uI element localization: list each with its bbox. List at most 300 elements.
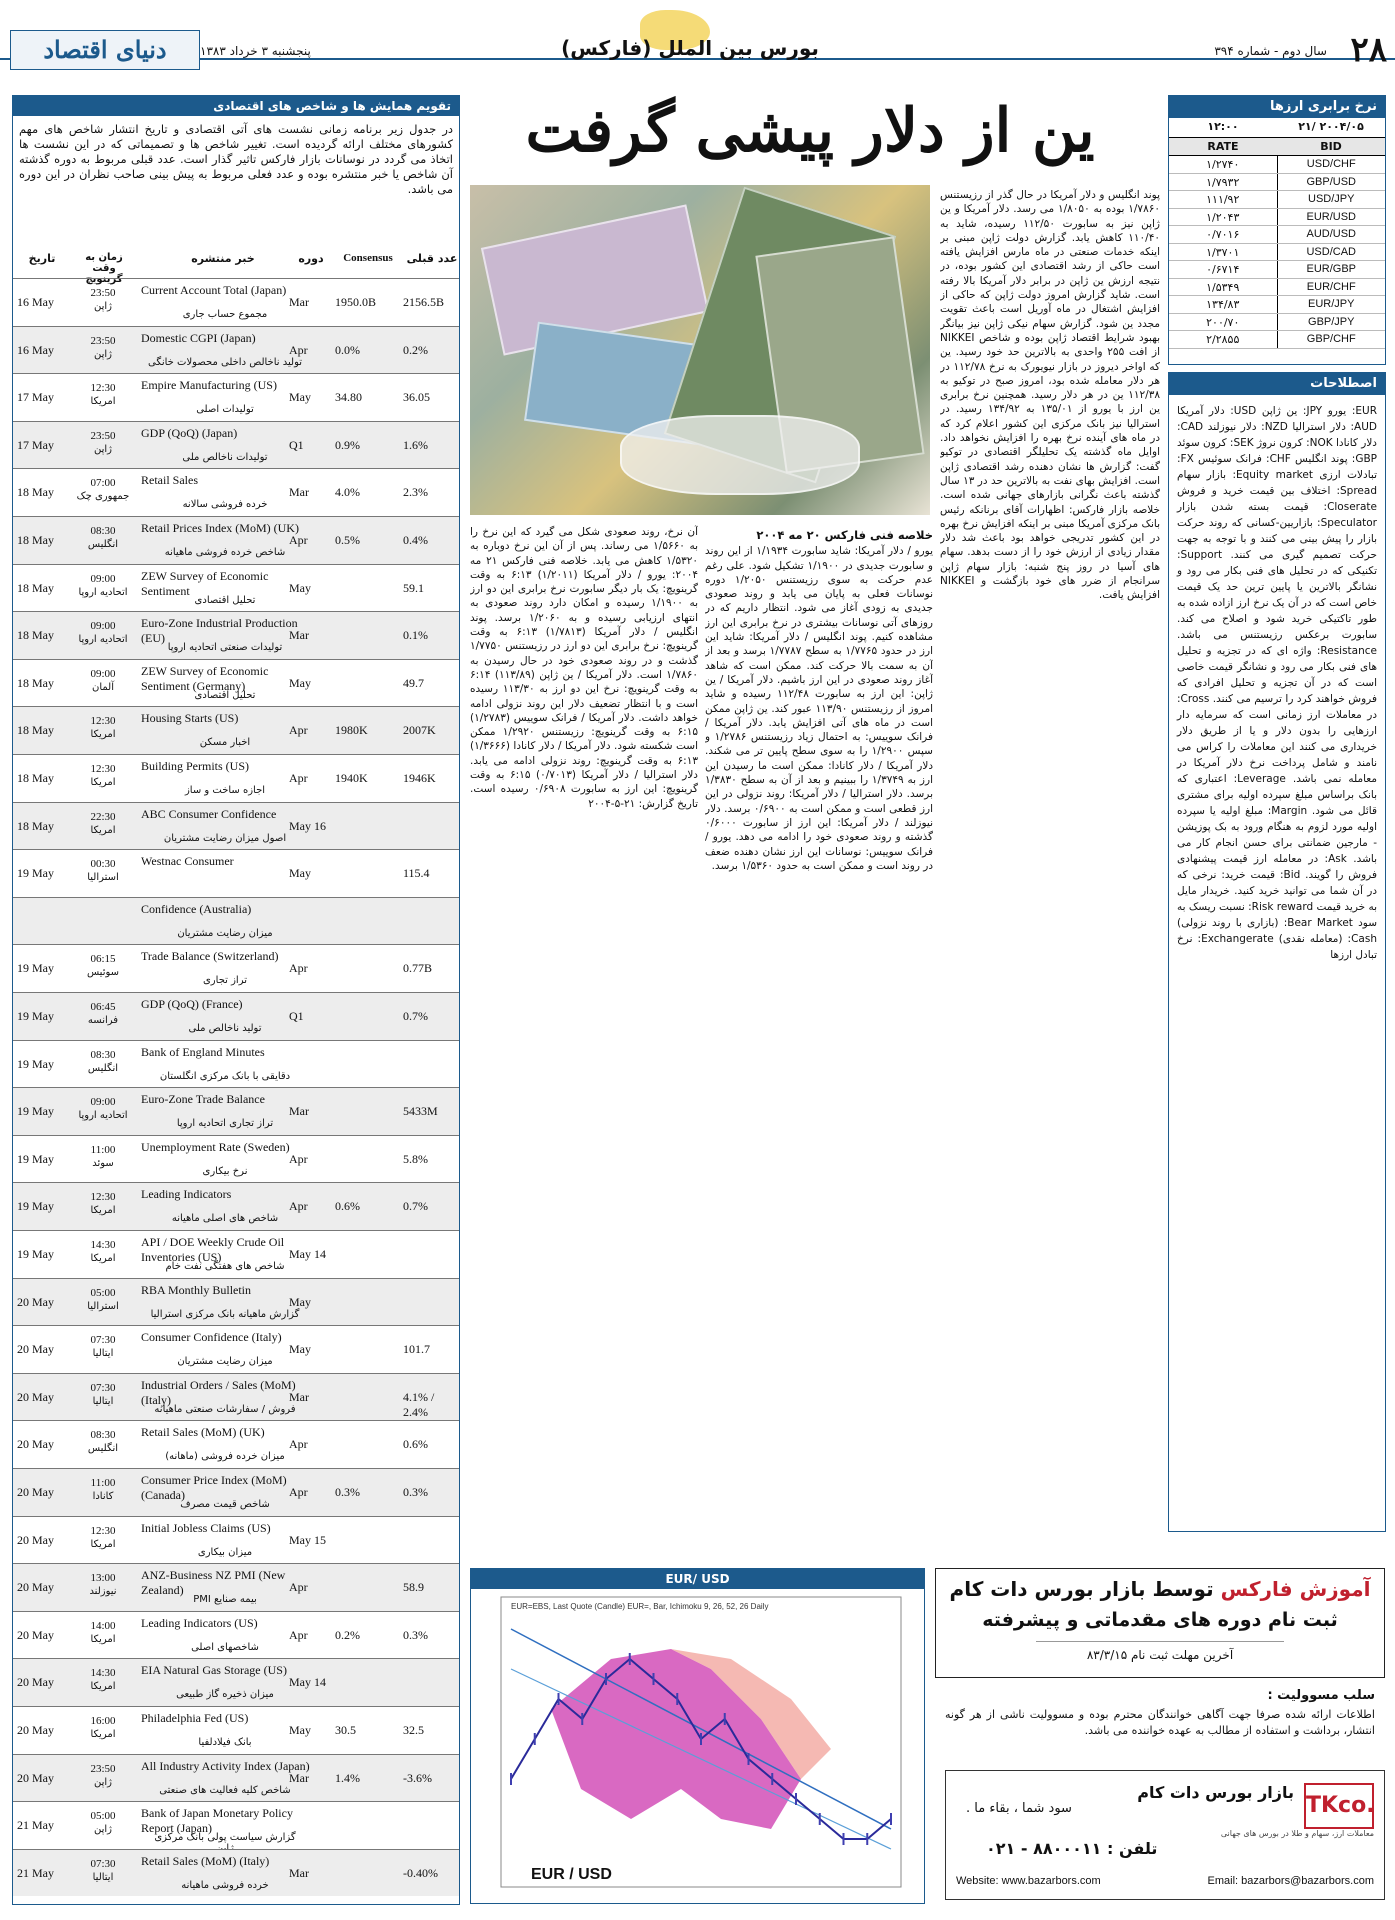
calendar-event-fa: بانک فیلادلفیا xyxy=(198,1737,252,1748)
header-date: تاریخ xyxy=(28,252,56,265)
article-col2-text: یورو / دلار آمریکا: شاید سابورت ۱/۱۹۳۴ از این روند و سابورت جدیدی در ۱/۱۹۰۰ تشکیل شود. علی رغم عدم حرکت به سوی رزیستنس ۱/۲۰۵۰ دوره نوسانات فعلی به پایان می یابد و روند صعودی جدیدی به زودی آغاز می شود. انتظار داریم که در روزهای آتی نوسانات بیشتری در نرخ برابری این ارز مشاهده کنیم. پوند انگلیس / دلار آمریکا: شاید این ارز در حدود ۱/۷۷۶۵ به سطح ۱/۷۷۸۷ برسد و بعد از آن به سمت بالا حرکت کند. ممکن است که شاهد آغاز روند صعودی در این ارز باشیم. دلار آمریکا / ین ژاپن: این ارز به سابورت ۱۱۲/۴۸ رسیده و شاید امروز از رزیستنس ۱۱۳/۹۰ عبور کند. ین ژاپن ممکن است در ماه های آتی افزایش یابد. دلار آمریکا / فرانک سوییس: به احتمال زیاد رزیستنس ۱/۲۷۸۶ و سپس ۱/۲۹۰۰ را به سوی سطح پایین تر می شکند. دلار آمریکا / دلار کانادا: ممکن است ما رسیدن این ارز به ۱/۳۷۴۹ را ببینیم و بعد از آن به سطح ۱/۳۸۳۰ برسد. دلار استرالیا / دلار آمریکا: روند نزولی در این ارز قطعی است و ممکن است به ۰/۶۹۰۰ برسد. دلار نیوزلند / دلار آمریکا: این ارز از سابورت ۰/۶۰۰۰ گذشته و روند صعودی خود را ادامه می دهد. یورو / فرانک سوییس: نوسانات این ارز نشان دهنده ضعف در روند است و ممکن است به حدود ۱/۵۳۶۰ برسد. xyxy=(705,545,933,872)
calendar-period: Q1 xyxy=(289,437,304,452)
calendar-row xyxy=(13,1278,459,1326)
currency-photo xyxy=(470,185,930,515)
calendar-event: Confidence (Australia) xyxy=(141,901,252,916)
calendar-row xyxy=(13,516,459,564)
calendar-period: May xyxy=(289,1342,311,1357)
eur-usd-chart xyxy=(470,1568,925,1904)
rate-row xyxy=(1169,244,1385,262)
calendar-row xyxy=(13,278,459,326)
calendar-country: ژاپن xyxy=(93,348,112,360)
calendar-time: 12:30 xyxy=(90,1191,116,1204)
calendar-header-row xyxy=(13,248,459,285)
calendar-event: EIA Natural Gas Storage (US) xyxy=(141,1663,287,1678)
calendar-period: May 16 xyxy=(289,818,326,833)
calendar-row xyxy=(13,1420,459,1468)
rate-row xyxy=(1169,191,1385,209)
calendar-period: Q1 xyxy=(289,1009,304,1023)
calendar-period: May xyxy=(289,1723,311,1737)
calendar-date: 19 May xyxy=(17,961,54,976)
issue-info: سال دوم - شماره ۳۹۴ xyxy=(1214,44,1327,58)
calendar-row xyxy=(13,1182,459,1230)
calendar-period: May xyxy=(289,390,311,405)
calendar-country: امریکا xyxy=(90,824,116,836)
calendar-event: Bank of Japan Monetary Policy Report (Japan) xyxy=(141,1806,293,1836)
chart-label: EUR / USD xyxy=(531,1866,612,1883)
calendar-period: Apr xyxy=(289,1485,308,1499)
calendar-period: Apr xyxy=(289,1151,308,1166)
calendar-event: Domestic CGPI (Japan) xyxy=(141,330,256,345)
calendar-consensus: 1980K xyxy=(335,723,368,738)
calendar-consensus: 0.0% xyxy=(335,342,360,357)
tk-subtitle: معاملات ارز، سهام و طلا در بورس های جهانی xyxy=(1220,1829,1374,1838)
calendar-period: Mar xyxy=(289,1865,309,1880)
calendar-period: Mar xyxy=(289,628,309,643)
calendar-row xyxy=(13,468,459,516)
calendar-country: ایتالیا xyxy=(92,1348,114,1360)
calendar-event-fa: شاخص کلیه فعالیت های صنعتی xyxy=(159,1784,291,1796)
calendar-row xyxy=(13,1135,459,1183)
rate-pair: AUD/USD xyxy=(1306,228,1356,240)
article-col3-text: آن نرخ، روند صعودی شکل می گیرد که این نرخ را به ۱/۵۶۶۰ می رساند. پس از آن این نرخ دوباره به ۱/۵۳۲۰ کاهش می یابد. خلاصه فنی فارکس ۲۱ مه ۲۰۰۴: یورو / دلار آمریکا (۱/۲۰۱۱) ۶:۱۳ به وقت گرینویچ: یک بار دیگر سابورت نرخ برابری این دو ارز به ۱/۱۹۰۰ رسیده و امکان دارد روند صعودی به انتهای ارزیابی رسیده و به ۱/۲۰۶۰ برسد. پوند انگلیس / دلار آمریکا (۱/۷۸۱۳) ۶:۱۳ به وقت گرینویچ: نرخ برابری این دو ارز در رزیستنس ۱/۷۷۵۰ گذشت و در روند صعودی خود در حال رسیدن به ۱/۷۸۶۰ است. دلار آمریکا / ین ژاپن (۱۱۳/۸۹) ۶:۱۴ به وقت گرینویچ: نرخ این دو ارز به ۱۱۳/۳۰ رسیده است و با انتظار تضعیف دلار این روند نزولی ادامه خواهد داشت. دلار آمریکا / فرانک سوییس (۱/۲۷۸۳) ۶:۱۵ به وقت گرینویچ: رزیستنس ۱/۲۹۲۰ ممکن است شکسته شود. دلار آمریکا / دلار کانادا (۱/۳۶۶۶) ۶:۱۳ به وقت گرینویچ: روند نزولی ادامه می یابد. دلار استرالیا / دلار آمریکا (۰/۷۰۱۳) ۶:۱۵ به وقت گرینویچ: این ارز به سابورت ۰/۶۹۰۸ رسیده است. تاریخ گزارش: ۲۱-۵-۲۰۰۴ xyxy=(470,526,698,810)
calendar-row xyxy=(13,1468,459,1516)
calendar-period: Mar xyxy=(289,485,309,500)
calendar-consensus: 0.6% xyxy=(335,1199,360,1214)
calendar-country: امریکا xyxy=(90,1205,116,1217)
glossary-body: EUR: یورو JPY: ین ژاپن USD: دلار آمریکا AUD: دلار استرالیا NZD: دلار نیوزلند CAD: دلار کانادا NOK: کرون نروژ SEK: کرون سوئد GBP: پوند انگلیس CHF: فرانک سوئیس FX: تبادلات ارزی Equity market: بازار سهام Spread: اختلاف بین قیمت خرید و فروش Closerate: قیمت بسته شدن بازار Speculator: بازاریین-کسانی که روند حرکت بازار را پیش بینی می کنند و با توجه به جهت حرکت تصمیم گیری می کنند. Support: تکنیکی که در تحلیل های فنی بکار می رود و نشانگر بالاترین یا پایین ترین حد یک قیمت خاص است که در آن یک نرخ ارز ازاده شده به طور تاکتیکی خرید شود و اصلاح می کند. سابورت برعکس رزیستنس می باشد. Resistance: واژه ای که در تجزیه و تحلیل های فنی بکار می رود و نشانگر قیمت خاصی است که در آن تجزیه و تحلیل افرادی که فروش خواهند کرد را ترسیم می کنند. Cross: در معاملات ارز زمانی است که سرمایه دار ارزهایی را بدون دلار و یا از طریق دلار خریداری می کنند این معاملات را کراس می نامند و شامل پرداخت نرخ دلار آمریکا در معامله نمی باشد. Leverage: اعتباری که بانک براساس مبلغ سپرده اولیه برای مشتری قائل می شود. Margin: مبلغ اولیه یا سپرده اولیه مورد لزوم به هنگام ورود به بک پوزیشن - مارجین ضمانتی برای حسن انجام کار می باشد. Ask: در معامله ارز قیمت پیشنهادی فروش را گویند. Bid: قیمت خرید: نرخی که در آن شما می توانید خرید کنید. خریدار مایل به خرید قیمت Risk reward: نسبت ریسک به سود Bear Market: (بازاری با روند نزولی) Cash: (معامله نقدی) Exchangerate: نرخ تبادل ارزها xyxy=(1177,405,1378,961)
header-period: دوره xyxy=(298,252,324,265)
calendar-event-fa: تولید ناخالص داخلی محصولات خانگی xyxy=(147,356,303,368)
calendar-date: 20 May xyxy=(17,1342,54,1357)
calendar-row xyxy=(13,897,459,945)
calendar-event-fa: میزان ذخیره گاز طبیعی xyxy=(176,1689,274,1701)
economic-calendar xyxy=(12,95,460,1905)
calendar-date: 21 May xyxy=(17,1865,54,1880)
calendar-date: 18 May xyxy=(17,675,54,690)
calendar-consensus: 30.5 xyxy=(335,1723,356,1737)
calendar-event-fa: اصول میزان رضایت مشتریان xyxy=(163,832,287,844)
calendar-previous: 4.1% / 2.4% xyxy=(403,1389,435,1419)
calendar-time: 23:50 xyxy=(90,1762,116,1775)
ad-line-2: ثبت نام دوره های مقدماتی و پیشرفته xyxy=(982,1609,1338,1631)
rate-bid: ۲/۲۸۵۵ xyxy=(1169,331,1278,348)
calendar-period: Apr xyxy=(289,533,308,547)
calendar-country: سوئیس xyxy=(86,967,120,979)
calendar-event: ABC Consumer Confidence xyxy=(141,806,277,821)
calendar-time: 07:30 xyxy=(90,1857,116,1870)
calendar-event: Retail Prices Index (MoM) (UK) xyxy=(141,521,299,535)
calendar-row xyxy=(13,1801,459,1849)
calendar-row xyxy=(13,373,459,421)
calendar-country: ژاپن xyxy=(93,1776,112,1788)
calendar-country: ژاپن xyxy=(93,1824,112,1836)
article-col1-text: پوند انگلیس و دلار آمریکا در حال گذر از رزیستنس ۱/۷۸۶۰ بوده به ۱/۸۰۵۰ می رسد. دلار آمریکا و ین ژاپن نیز به سابورت ۱۱۲/۵۰ رسیده، شاید به ۱۱۰/۴۰ کاهش یابد. گزارش دولت ژاپن مبنی بر اینکه خدمات صنعتی در ماه مارس افزایش یافته است حاکی از رشد اقتصادی این کشور بوده، در نتیجه ارزش ین ژاپن در برابر دلار آمریکا بالا رفته است. شاید گزارش امروز دولت ژاپن که حاکی از افزایش اشتغال در ماه آوریل است باعث تقویت مجدد ین شود. گزارش سهام نیکی ژاپن نیز بیانگر بهبود شرایط اقتصاد ژاپن بوده و شاخص NIKKEI از افت ۲۵۵ واحدی به بالاترین حد خود رسید. ین که اواخر دیروز در بازار نیویورک به نرخ ۱۱۲/۷۸ در هر دلار معامله شده بود، امروز صبح در توکیو به ۱۱۲/۳۸ ین در هر دلار رسید. همچنین نرخ برابری ین ارز با یورو از ۱۳۵/۰۱ به ۱۳۴/۹۲ رسید. در استرالیا نیز بانک مرکزی این کشور اعلام کرد که در ماه های آینده نرخ بهره را افزایش نخواهد داد. اوایل ماه گذشته یک تحلیلگر اقتصادی در توکیو گفت: گزارش ها نشان دهنده رشد اقتصادی ژاپن است. افزایش بهای نفت به بالاترین حد در ۱۳ سال گذشته باعث نگرانی بازارهای جهانی شده است. خلاصه بازار فارکس: اظهارات آقای برنانکه رئیس بانک مرکزی آمریکا مبنی بر اینکه افزایش نرخ بهره در این کشور تدریجی خواهد بود باعث شد دلار مقدار زیادی از ارزش خود را از دست بدهد. سهام های آسیا در روز پنج شنبه: بازار سهام ژاپن سرانجام از ضرر های خود بازگشت و NIKKEI افزایش یافت. xyxy=(940,189,1160,602)
newspaper-logo: دنیای اقتصاد xyxy=(10,30,200,70)
calendar-previous: 2156.5B xyxy=(403,295,445,309)
calendar-date: 18 May xyxy=(17,818,54,833)
calendar-period: Apr xyxy=(289,1199,308,1214)
calendar-event: Retail Sales (MoM) (Italy) xyxy=(141,1853,270,1868)
rate-bid: ۱/۲۰۴۳ xyxy=(1169,209,1278,226)
calendar-date: 20 May xyxy=(17,1389,54,1404)
calendar-time: 14:30 xyxy=(90,1667,116,1680)
calendar-event: Unemployment Rate (Sweden) xyxy=(141,1139,290,1154)
calendar-event: Retail Sales (MoM) (UK) xyxy=(141,1425,265,1440)
calendar-country: استرالیا xyxy=(87,872,119,884)
disclaimer-box xyxy=(935,1688,1385,1768)
calendar-date: 18 May xyxy=(17,723,54,738)
disclaimer-body: اطلاعات ارائه شده صرفا جهت آگاهی خوانندگان محترم بوده و مسوولیت ناشی از هر گونه انتشار، برداشت و استفاده از مطالب به عهده خواننده می باشد. xyxy=(945,1708,1375,1737)
tk-logo: TKco. xyxy=(1304,1783,1374,1829)
calendar-previous: -0.40% xyxy=(403,1865,438,1880)
rate-bid: ۱/۵۳۴۹ xyxy=(1169,279,1278,296)
calendar-event: GDP (QoQ) (France) xyxy=(141,997,243,1011)
calendar-country: امریکا xyxy=(90,1253,116,1264)
rate-pair: USD/CHF xyxy=(1306,158,1356,170)
calendar-previous: 0.2% xyxy=(403,342,428,357)
calendar-consensus: 0.9% xyxy=(335,437,360,452)
calendar-consensus: 1.4% xyxy=(335,1770,360,1785)
calendar-event-fa: اخبار مسکن xyxy=(199,737,251,749)
rate-bid: ۱/۳۷۰۱ xyxy=(1169,244,1278,261)
calendar-consensus: 34.80 xyxy=(335,390,362,405)
calendar-event-fa: اجازه ساخت و ساز xyxy=(184,785,266,796)
calendar-event-fa: نرخ بیکاری xyxy=(202,1165,248,1177)
calendar-date: 17 May xyxy=(17,390,54,405)
calendar-period: Apr xyxy=(289,342,308,357)
calendar-event-fa: تراز تجاری اتحادیه اروپا xyxy=(176,1118,274,1130)
calendar-event-fa: شاخص های هفتگی نفت خام xyxy=(165,1261,285,1272)
calendar-event: ZEW Survey of Economic Sentiment xyxy=(141,568,269,598)
rate-pair: GBP/JPY xyxy=(1308,315,1355,328)
calendar-event: Current Account Total (Japan) xyxy=(141,283,287,297)
calendar-period: Mar xyxy=(289,1104,309,1119)
calendar-time: 05:00 xyxy=(90,1810,116,1823)
calendar-previous: 49.7 xyxy=(403,675,424,690)
calendar-period: Apr xyxy=(289,723,308,738)
calendar-time: 08:30 xyxy=(90,1048,116,1061)
calendar-period: May 14 xyxy=(289,1247,326,1261)
calendar-consensus: 0.3% xyxy=(335,1485,360,1499)
rate-bid: ۱/۷۹۳۲ xyxy=(1169,174,1278,191)
rate-row xyxy=(1169,156,1385,174)
tk-website-link[interactable]: Website: www.bazarbors.com xyxy=(956,1875,1101,1887)
calendar-time: 09:00 xyxy=(90,572,116,585)
calendar-row xyxy=(13,326,459,374)
calendar-previous: 59.1 xyxy=(403,580,424,595)
calendar-event-fa: بیمه صنایع PMI xyxy=(193,1594,257,1606)
calendar-country: انگلیس xyxy=(87,539,119,550)
calendar-event: Trade Balance (Switzerland) xyxy=(141,949,279,964)
calendar-time: 05:00 xyxy=(90,1286,116,1299)
exchange-rates-table xyxy=(1168,95,1386,365)
calendar-time: 13:00 xyxy=(90,1572,116,1585)
rate-pair: EUR/USD xyxy=(1306,210,1356,223)
rate-pair: EUR/JPY xyxy=(1308,298,1355,310)
header-consensus: Consensus xyxy=(343,252,393,264)
calendar-time: 09:00 xyxy=(90,620,116,633)
calendar-event: Retail Sales xyxy=(141,473,198,488)
calendar-row xyxy=(13,1087,459,1135)
calendar-event: All Industry Activity Index (Japan) xyxy=(141,1758,310,1773)
calendar-consensus: 0.5% xyxy=(335,533,360,547)
calendar-date: 19 May xyxy=(17,1199,54,1214)
header-previous: عدد قبلی xyxy=(406,252,458,265)
chart-title: EUR/ USD xyxy=(471,1569,924,1589)
calendar-country: ژاپن xyxy=(93,301,112,312)
calendar-row xyxy=(13,1754,459,1802)
calendar-row xyxy=(13,706,459,754)
calendar-country: کانادا xyxy=(92,1491,114,1502)
rate-bid: ۱۱۱/۹۲ xyxy=(1169,191,1278,208)
tk-email-link[interactable]: Email: bazarbors@bazarbors.com xyxy=(1207,1875,1374,1887)
tk-slogan: سود شما ، بقاء ما . xyxy=(966,1801,1072,1816)
calendar-event-fa: شاخصهای اصلی xyxy=(191,1641,259,1653)
ad-line-1 xyxy=(936,1577,1384,1601)
calendar-event: Leading Indicators xyxy=(141,1187,232,1202)
rate-bid: ۱/۲۷۴۰ xyxy=(1169,156,1278,173)
calendar-time: 07:30 xyxy=(90,1381,116,1394)
bazarbors-ad[interactable] xyxy=(945,1770,1385,1900)
calendar-event: Industrial Orders / Sales (MoM) (Italy) xyxy=(141,1377,296,1407)
rates-date: ۲۱/ ۲۰۰۴/۰۵ xyxy=(1298,120,1364,133)
calendar-row xyxy=(13,564,459,612)
issue-date: پنجشنبه ۳ خرداد ۱۳۸۳ xyxy=(200,44,311,58)
calendar-time: 08:30 xyxy=(90,1429,116,1442)
calendar-time: 08:30 xyxy=(90,525,116,537)
calendar-country: ژاپن xyxy=(93,443,112,455)
calendar-previous: 0.7% xyxy=(403,1199,428,1214)
calendar-time: 06:45 xyxy=(90,1001,116,1013)
calendar-time: 12:30 xyxy=(90,763,116,775)
calendar-period: May 14 xyxy=(289,1675,326,1690)
calendar-date: 16 May xyxy=(17,295,54,309)
calendar-event-fa: تحلیل اقتصادی xyxy=(194,689,256,701)
rate-row xyxy=(1169,261,1385,279)
calendar-time: 07:00 xyxy=(90,477,116,490)
rates-column-header xyxy=(1169,138,1385,156)
calendar-row xyxy=(13,659,459,707)
calendar-country: انگلیس xyxy=(87,1062,119,1074)
calendar-event-fa: میزان خرده فروشی (ماهانه) xyxy=(165,1451,285,1463)
calendar-date: 20 May xyxy=(17,1580,54,1595)
calendar-period: Mar xyxy=(289,1389,309,1404)
calendar-row xyxy=(13,754,459,802)
calendar-time: 12:30 xyxy=(90,1524,116,1537)
calendar-event-fa: تولیدات ناخالص ملی xyxy=(182,451,268,463)
calendar-country: جمهوری چک xyxy=(76,491,130,503)
section-title: بورس بین الملل (فارکس) xyxy=(561,36,819,60)
calendar-date: 20 May xyxy=(17,1294,54,1309)
calendar-event-fa: تحلیل اقتصادی xyxy=(194,594,256,606)
rate-row xyxy=(1169,279,1385,297)
calendar-time: 14:00 xyxy=(90,1619,116,1632)
calendar-event: Euro-Zone Industrial Production (EU) xyxy=(141,616,298,646)
calendar-country: امریکا xyxy=(90,1729,116,1740)
rate-row xyxy=(1169,174,1385,192)
calendar-date: 18 May xyxy=(17,485,54,500)
rate-bid: ۲۰۰/۷۰ xyxy=(1169,314,1278,331)
article-col2-title: خلاصه فنی فارکس ۲۰ مه ۲۰۰۴ xyxy=(756,528,933,542)
calendar-date: 16 May xyxy=(17,342,54,357)
calendar-consensus: 0.2% xyxy=(335,1627,360,1642)
ad-deadline: آخرین مهلت ثبت نام ۸۳/۳/۱۵ xyxy=(1036,1641,1284,1662)
calendar-title: تقویم همایش ها و شاخص های اقتصادی xyxy=(13,96,459,116)
rate-row xyxy=(1169,226,1385,244)
calendar-date: 20 May xyxy=(17,1675,54,1690)
ad-highlight: آموزش فارکس xyxy=(1220,1577,1371,1601)
rate-pair: USD/CAD xyxy=(1306,245,1356,258)
rate-pair: GBP/USD xyxy=(1306,175,1356,188)
rate-row xyxy=(1169,209,1385,227)
calendar-date: 21 May xyxy=(17,1818,54,1833)
calendar-intro: در جدول زیر برنامه زمانی نشست های آتی اقتصادی و تاریخ انتشار شاخص های مهم کشورهای مختلف ارائه گردیده است. تغییر شاخص ها و تصمیماتی که در این نشست ها اتخاذ می گردد در نوسانات بازار فارکس تاثیر گذار است. عدد قبلی مربوط به دوره گذشته آن شاخص یا خبر منتشره بوده و عدد فعلی مربوط به پیش بینی صاحب نظران در این دوره می باشد. xyxy=(19,122,453,196)
calendar-country: امریکا xyxy=(90,729,116,741)
calendar-country: سوئد xyxy=(92,1157,114,1169)
calendar-previous: -3.6% xyxy=(403,1770,432,1785)
calendar-period: Apr xyxy=(289,1627,308,1642)
calendar-previous: 36.05 xyxy=(403,390,430,405)
calendar-previous: 0.3% xyxy=(403,1627,428,1642)
calendar-country: استرالیا xyxy=(87,1300,119,1312)
article-column-1 xyxy=(940,188,1160,1558)
calendar-date: 19 May xyxy=(17,1056,54,1071)
rates-date-row xyxy=(1169,118,1385,138)
calendar-country: امریکا xyxy=(90,1538,116,1550)
calendar-row xyxy=(13,611,459,659)
calendar-event-fa: گزارش ماهیانه بانک مرکزی استرالیا xyxy=(150,1308,300,1320)
rates-col-rate: RATE xyxy=(1207,140,1239,153)
calendar-event-fa: تولیدات اصلی xyxy=(196,404,254,416)
calendar-country: اتحادیه اروپا xyxy=(78,1110,128,1122)
calendar-country: انگلیس xyxy=(87,1443,119,1455)
calendar-time: 09:00 xyxy=(90,667,116,680)
calendar-row xyxy=(13,802,459,850)
calendar-period: Apr xyxy=(289,961,308,976)
calendar-previous: 1.6% xyxy=(403,437,428,452)
calendar-consensus: 4.0% xyxy=(335,485,360,500)
calendar-previous: 101.7 xyxy=(403,1342,430,1357)
calendar-event-fa: میزان رضایت مشتریان xyxy=(177,927,273,939)
calendar-event-fa: گزارش سیاست پولی بانک مرکزی xyxy=(154,1832,296,1844)
calendar-previous: 0.4% xyxy=(403,533,428,547)
calendar-row xyxy=(13,1849,459,1897)
calendar-event-fa: میزان رضایت مشتریان xyxy=(177,1356,273,1368)
calendar-event-fa: خرده فروشی ماهیانه xyxy=(181,1879,269,1891)
header-event: خبر منتشره xyxy=(191,252,255,265)
calendar-event-fa: تولید ناخالص ملی xyxy=(188,1023,262,1034)
rate-pair: USD/JPY xyxy=(1308,193,1355,205)
calendar-row xyxy=(13,1563,459,1611)
rate-bid: ۰/۶۷۱۴ xyxy=(1169,261,1278,278)
glossary-title: اصطلاحات xyxy=(1169,373,1385,395)
calendar-time: 11:00 xyxy=(90,1143,116,1156)
calendar-event: Bank of England Minutes xyxy=(141,1044,265,1059)
calendar-time: 23:50 xyxy=(90,334,116,347)
calendar-date: 19 May xyxy=(17,866,54,881)
glossary-box xyxy=(1168,372,1386,1532)
calendar-period: Apr xyxy=(289,771,308,785)
calendar-period: Apr xyxy=(289,1580,308,1595)
calendar-previous: 5433M xyxy=(403,1104,438,1119)
calendar-previous: 0.1% xyxy=(403,628,428,643)
page-number: ۲۸ xyxy=(1350,30,1387,70)
calendar-row xyxy=(13,1325,459,1373)
article-column-3 xyxy=(470,525,698,1560)
disclaimer-title: سلب مسوولیت : xyxy=(1267,1688,1375,1703)
chart-subtitle: EUR=EBS, Last Quote (Candle) EUR=, Bar, Ichimoku 9, 26, 52, 26 Daily xyxy=(511,1602,769,1611)
calendar-date: 20 May xyxy=(17,1723,54,1737)
calendar-event: Consumer Confidence (Italy) xyxy=(141,1330,282,1345)
calendar-event-fa: فروش / سفارشات صنعتی ماهیانه xyxy=(154,1403,296,1415)
calendar-time: 14:30 xyxy=(90,1239,116,1251)
calendar-event-fa: شاخص خرده فروشی ماهیانه xyxy=(164,547,286,558)
calendar-period: May xyxy=(289,580,311,595)
calendar-time: 00:30 xyxy=(90,858,116,871)
calendar-event: API / DOE Weekly Crude Oil Inventories (US) xyxy=(141,1235,285,1264)
calendar-time: 23:50 xyxy=(90,287,116,299)
chart-plot xyxy=(471,1589,924,1903)
calendar-event-fa: خرده فروشی سالانه xyxy=(182,499,268,511)
calendar-date: 18 May xyxy=(17,580,54,595)
rate-pair: EUR/CHF xyxy=(1306,280,1356,293)
calendar-time: 06:15 xyxy=(90,953,116,966)
header-time: زمان به وقت گرینویچ xyxy=(85,252,123,285)
calendar-row xyxy=(13,1516,459,1564)
rate-bid: ۰/۷۰۱۶ xyxy=(1169,226,1278,243)
calendar-row xyxy=(13,1706,459,1754)
rates-title: نرخ برابری ارزها xyxy=(1169,96,1385,118)
calendar-event: ANZ-Business NZ PMI (New Zealand) xyxy=(141,1568,286,1598)
calendar-row xyxy=(13,421,459,469)
calendar-event: Euro-Zone Trade Balance xyxy=(141,1092,265,1107)
calendar-previous: 0.6% xyxy=(403,1437,428,1452)
calendar-date: 18 May xyxy=(17,771,54,785)
calendar-previous: 2.3% xyxy=(403,485,428,500)
rates-rows xyxy=(1169,156,1385,349)
rate-pair: GBP/CHF xyxy=(1306,333,1356,345)
calendar-event: Westnac Consumer xyxy=(141,854,234,869)
calendar-period: Mar xyxy=(289,295,309,309)
calendar-event-fa: شاخص قیمت مصرف xyxy=(180,1499,270,1510)
calendar-event: RBA Monthly Bulletin xyxy=(141,1282,252,1297)
calendar-event: Empire Manufacturing (US) xyxy=(141,378,277,393)
rates-time: ۱۲:۰۰ xyxy=(1207,120,1239,133)
calendar-country: آلمان xyxy=(92,681,114,693)
calendar-date: 20 May xyxy=(17,1485,54,1499)
calendar-date: 20 May xyxy=(17,1770,54,1785)
calendar-event-fa: دقایقی با بانک مرکزی انگلستان xyxy=(159,1070,291,1082)
calendar-event: GDP (QoQ) (Japan) xyxy=(141,425,238,440)
rate-bid: ۱۳۴/۸۳ xyxy=(1169,296,1278,313)
calendar-country: ایتالیا xyxy=(92,1395,114,1407)
calendar-date: 19 May xyxy=(17,1247,54,1261)
calendar-date: 18 May xyxy=(17,533,54,547)
forex-course-ad[interactable] xyxy=(935,1568,1385,1678)
rate-pair: EUR/GBP xyxy=(1306,263,1356,275)
calendar-country: نیوزلند xyxy=(89,1586,117,1598)
calendar-time: 09:00 xyxy=(90,1096,116,1109)
calendar-country: اتحادیه اروپا xyxy=(78,634,128,646)
calendar-row xyxy=(13,849,459,897)
calendar-event-fa: مجموع حساب جاری xyxy=(182,309,268,320)
calendar-time: 12:30 xyxy=(90,382,116,395)
calendar-previous: 2007K xyxy=(403,723,436,738)
calendar-previous: 32.5 xyxy=(403,1723,424,1737)
calendar-previous: 0.77B xyxy=(403,961,433,976)
calendar-time: 12:30 xyxy=(90,715,116,728)
